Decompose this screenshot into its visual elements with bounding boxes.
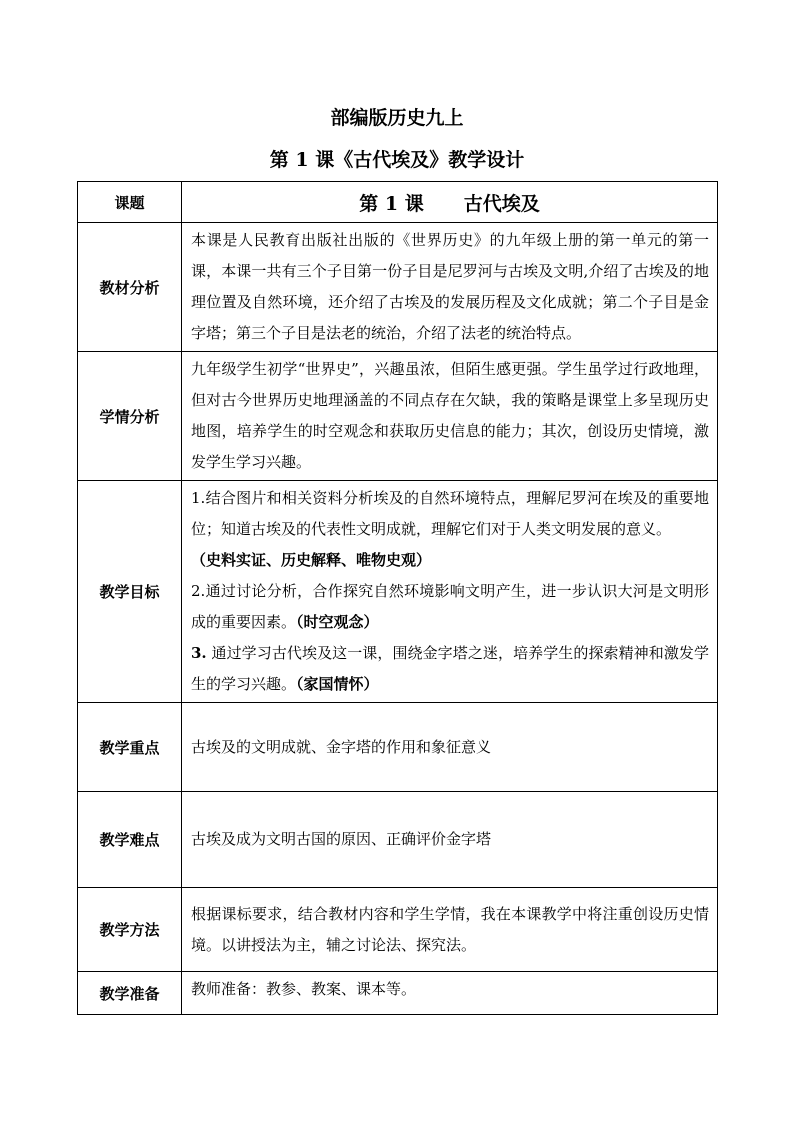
objective-3: 3. 通过学习古代埃及这一课，围绕金字塔之迷，培养学生的探索精神和激发学生的学习兴趣。（家国情怀） <box>191 644 709 693</box>
objective-3-tag: （家国情怀） <box>296 675 379 693</box>
document-title: 部编版历史九上 <box>330 107 464 129</box>
label-key-points: 教学重点 <box>78 703 182 792</box>
student-analysis-text: 九年级学生初学“世界史”，兴趣虽浓，但陌生感更强。学生虽学过行政地理，但对古今世界历史地理涵盖的不同点存在欠缺，我的策略是课堂上多呈现历史地图，培养学生的时空观念和获取历史信息的能力；其次，创设历史情境，激发学生学习兴趣。 <box>182 352 718 481</box>
row-objectives <box>78 481 718 703</box>
row-methods <box>78 888 718 972</box>
lesson-plan-table <box>77 181 718 1015</box>
objectives-content <box>182 481 718 703</box>
label-student-analysis: 学情分析 <box>78 352 182 481</box>
label-topic: 课题 <box>78 182 182 223</box>
row-textbook-analysis <box>78 223 718 352</box>
objective-1: 1.结合图片和相关资料分析埃及的自然环境特点，理解尼罗河在埃及的重要地位；知道古埃及的代表性文明成就，理解它们对于人类文明发展的意义。 <box>191 489 709 538</box>
key-points-text: 古埃及的文明成就、金字塔的作用和象征意义 <box>182 703 718 792</box>
objective-1-tag: （史料实证、历史解释、唯物史观） <box>191 551 432 569</box>
objective-3-number: 3. <box>191 644 207 662</box>
textbook-analysis-text: 本课是人民教育出版社出版的《世界历史》的九年级上册的第一单元的第一课，本课一共有三个子目第一份子目是尼罗河与古埃及文明,介绍了古埃及的地理位置及自然环境，还介绍了古埃及的发展历程及文化成就；第二个子目是金字塔；第三个子目是法老的统治，介绍了法老的统治特点。 <box>182 223 718 352</box>
label-difficulties: 教学难点 <box>78 792 182 888</box>
row-difficulties <box>78 792 718 888</box>
document-subtitle: 第 1 课《古代埃及》教学设计 <box>269 149 525 171</box>
lesson-number: 第 1 课 <box>359 192 424 215</box>
row-preparation <box>78 972 718 1015</box>
difficulties-text: 古埃及成为文明古国的原因、正确评价金字塔 <box>182 792 718 888</box>
preparation-text: 教师准备：教参、教案、课本等。 <box>182 972 718 1015</box>
label-methods: 教学方法 <box>78 888 182 972</box>
label-objectives: 教学目标 <box>78 481 182 703</box>
row-student-analysis <box>78 352 718 481</box>
label-textbook-analysis: 教材分析 <box>78 223 182 352</box>
objective-2-tag: （时空观念） <box>296 613 379 631</box>
row-topic <box>78 182 718 223</box>
lesson-name: 古代埃及 <box>463 192 540 215</box>
objective-2: 2.通过讨论分析，合作探究自然环境影响文明产生，进一步认识大河是文明形成的重要因素。（时空观念） <box>191 582 709 631</box>
label-preparation: 教学准备 <box>78 972 182 1015</box>
row-key-points <box>78 703 718 792</box>
methods-text: 根据课标要求，结合教材内容和学生学情，我在本课教学中将注重创设历史情境。以讲授法为主，辅之讨论法、探究法。 <box>182 888 718 972</box>
lesson-heading <box>182 182 718 223</box>
